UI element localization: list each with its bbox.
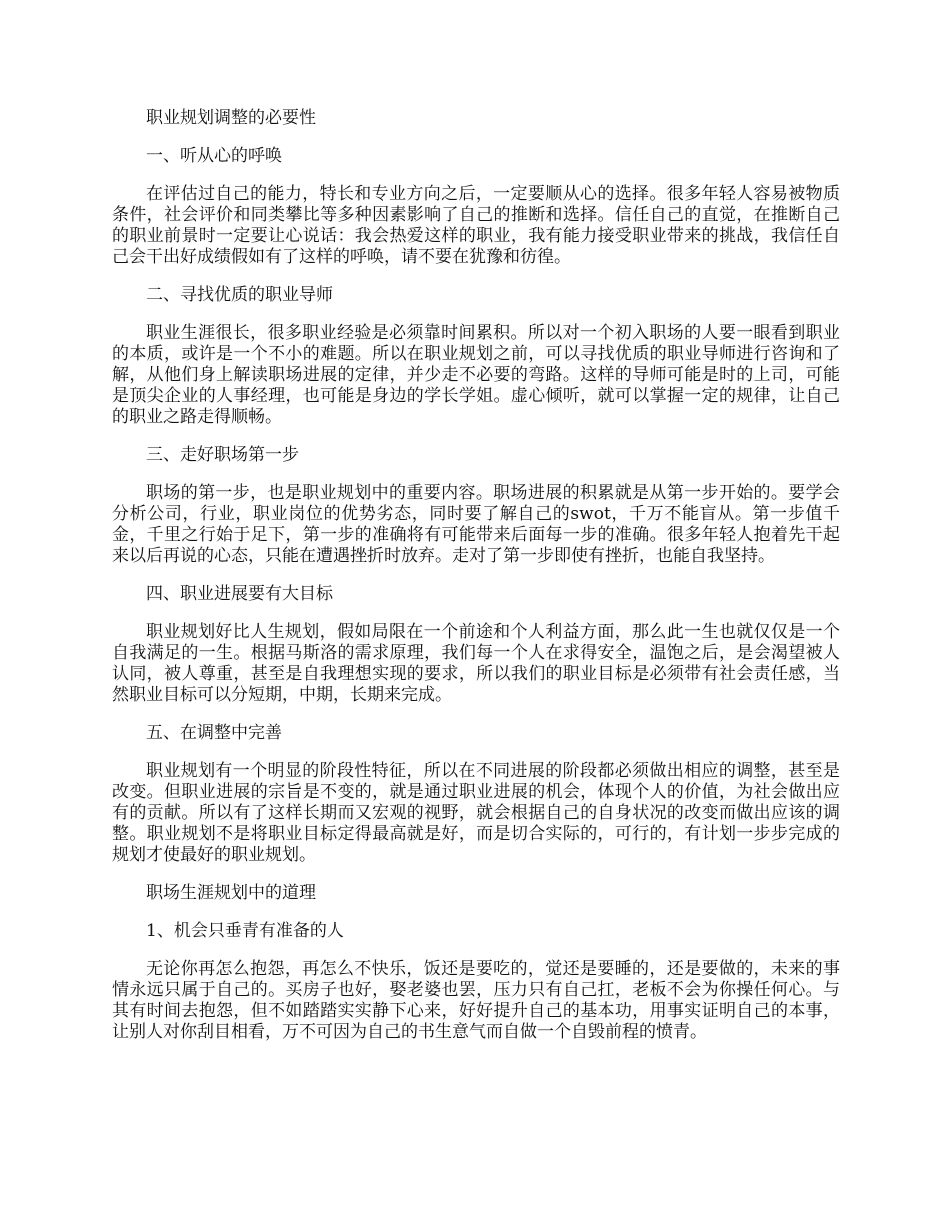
section-heading-1: 一、听从心的呼唤 (146, 146, 282, 166)
section-heading-6: 1、机会只垂青有准备的人 (146, 921, 344, 941)
document-body (112, 108, 840, 1060)
paragraph-4: 职业规划好比人生规划，假如局限在一个前途和个人利益方面，那么此一生也就仅仅是一个自我满足的一生。根据马斯洛的需求原理，我们每一个人在求得安全，温饱之后，是会渴望被人认同，被人尊重，甚至是自我理想实现的要求，所以我们的职业目标是必须带有社会责任感，当然职业目标可以分短期，中期，长期来完成。 (112, 622, 840, 705)
subtitle-heading: 职场生涯规划中的道理 (146, 883, 316, 903)
paragraph-1: 在评估过自己的能力，特长和专业方向之后，一定要顺从心的选择。很多年轻人容易被物质条件，社会评价和同类攀比等多种因素影响了自己的推断和选择。信任自己的直觉，在推断自己的职业前景时一定要让心说话：我会热爱这样的职业，我有能力接受职业带来的挑战，我信任自己会干出好成绩假如有了这样的呼唤，请不要在犹豫和彷徨。 (112, 184, 840, 267)
paragraph-2: 职业生涯很长，很多职业经验是必须靠时间累积。所以对一个初入职场的人要一眼看到职业的本质，或许是一个不小的难题。所以在职业规划之前，可以寻找优质的职业导师进行咨询和了解，从他们身上解读职场进展的定律，并少走不必要的弯路。这样的导师可能是时的上司，可能是顶尖企业的人事经理，也可能是身边的学长学姐。虚心倾听，就可以掌握一定的规律，让自己的职业之路走得顺畅。 (112, 323, 840, 427)
section-heading-2: 二、寻找优质的职业导师 (146, 285, 333, 305)
paragraph-5: 职业规划有一个明显的阶段性特征，所以在不同进展的阶段都必须做出相应的调整，甚至是改变。但职业进展的宗旨是不变的，就是通过职业进展的机会，体现个人的价值，为社会做出应有的贡献。所以有了这样长期而又宏观的视野，就会根据自己的自身状况的改变而做出应该的调整。职业规划不是将职业目标定得最高就是好，而是切合实际的，可行的，有计划一步步完成的规划才使最好的职业规划。 (112, 761, 840, 865)
section-heading-3: 三、走好职场第一步 (146, 445, 299, 465)
section-heading-4: 四、职业进展要有大目标 (146, 584, 333, 604)
section-heading-5: 五、在调整中完善 (146, 723, 282, 743)
paragraph-6: 无论你再怎么抱怨，再怎么不快乐，饭还是要吃的，觉还是要睡的，还是要做的，未来的事情永远只属于自己的。买房子也好，娶老婆也罢，压力只有自己扛，老板不会为你操任何心。与其有时间去抱怨，但不如踏踏实实静下心来，好好提升自己的基本功，用事实证明自己的本事，让别人对你刮目相看，万不可因为自己的书生意气而自做一个自毁前程的愤青。 (112, 959, 840, 1042)
paragraph-3: 职场的第一步，也是职业规划中的重要内容。职场进展的积累就是从第一步开始的。要学会分析公司，行业，职业岗位的优势劣态，同时要了解自己的swot，千万不能盲从。第一步值千金，千里之行始于足下，第一步的准确将有可能带来后面每一步的准确。很多年轻人抱着先干起来以后再说的心态，只能在遭遇挫折时放弃。走对了第一步即使有挫折，也能自我坚持。 (112, 483, 840, 566)
document-title: 职业规划调整的必要性 (146, 108, 316, 128)
